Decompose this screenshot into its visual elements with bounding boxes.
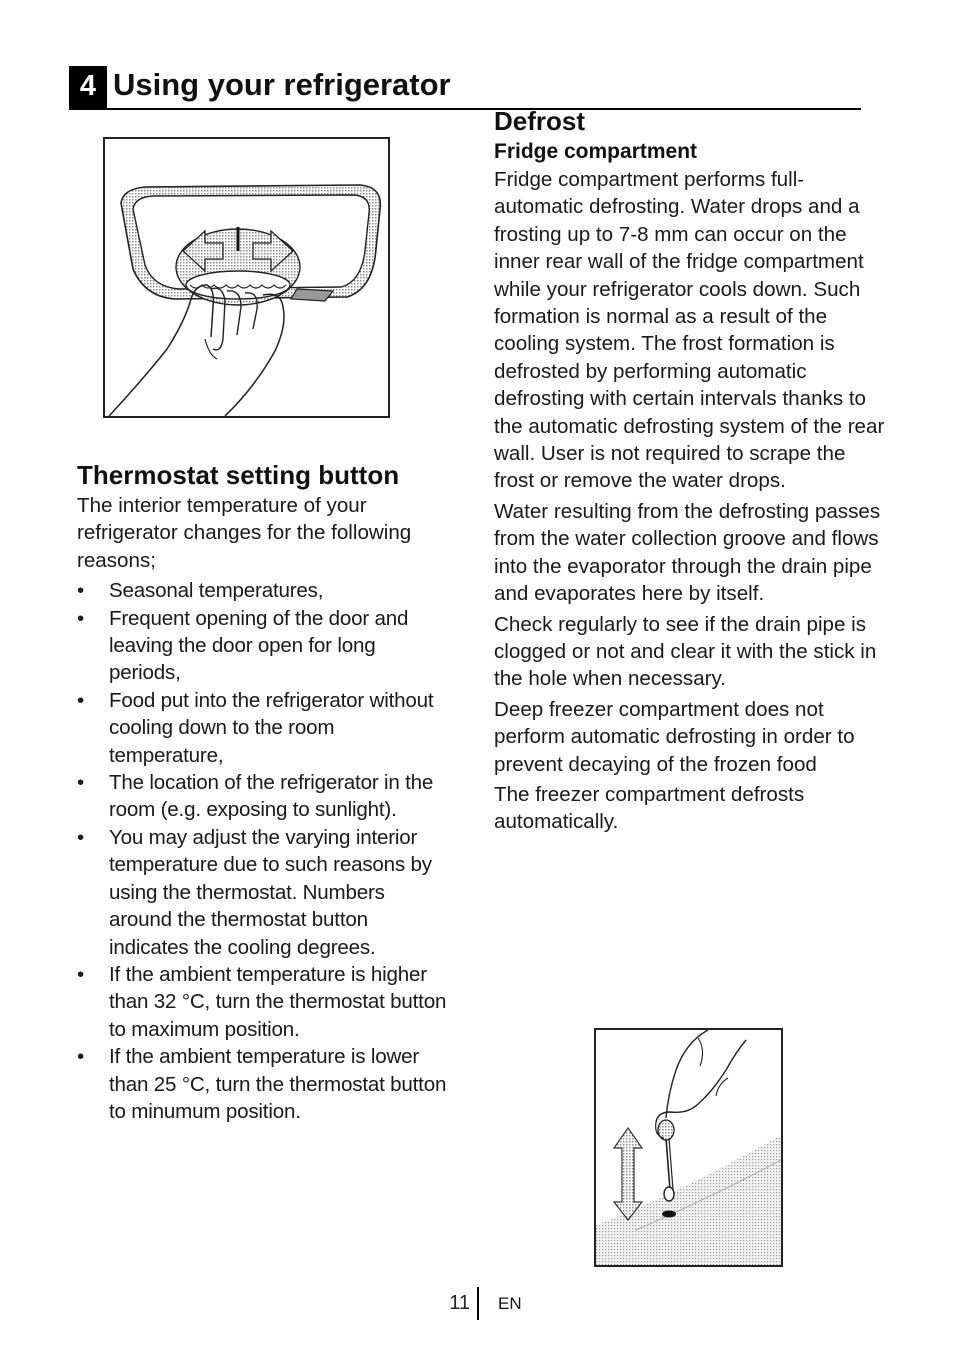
page-number: 11 [449,1292,470,1314]
list-item: • Food put into the refrigerator without cooling down to the room temperature, [77,687,449,769]
defrost-section [494,104,886,836]
thermostat-illustration [103,137,390,418]
defrost-heading: Defrost [494,106,586,136]
page-footer [0,1287,954,1321]
language-code: EN [498,1294,522,1313]
list-item: • If the ambient temperature is lower than 25 °C, turn the thermostat button to minumum position. [77,1043,449,1125]
drain-pipe-cleaning-illustration [594,1028,783,1267]
list-item: • Seasonal temperatures, [77,577,449,604]
list-item: • Frequent opening of the door and leaving the door open for long periods, [77,605,449,687]
chapter-title: Using your refrigerator [113,67,451,102]
list-item: • You may adjust the varying interior temperature due to such reasons by using the thermostat. Numbers around the thermostat button indicates the cooling degrees. [77,824,449,961]
thermostat-intro: The interior temperature of your refrigerator changes for the following reasons; [77,494,412,572]
fridge-compartment-subheading: Fridge compartment [494,140,698,163]
chapter-number: 4 [69,66,107,108]
defrost-paragraph: The freezer compartment defrosts automatically. [494,782,805,834]
defrost-paragraph: Water resulting from the defrosting passes from the water collection groove and flows into the evaporator through the drain pipe and evaporates here by itself. [494,499,881,606]
list-item: • The location of the refrigerator in the room (e.g. exposing to sunlight). [77,769,449,824]
list-item: • If the ambient temperature is higher than 32 °C, turn the thermostat button to maximum position. [77,961,449,1043]
footer-divider [477,1287,479,1320]
thermostat-heading: Thermostat setting button [77,460,400,490]
thermostat-section [77,458,449,1125]
defrost-paragraph: Deep freezer compartment does not perform automatic defrosting in order to prevent decaying of the frozen food [494,697,855,776]
defrost-paragraph: Fridge compartment performs full-automatic defrosting. Water drops and a frosting up to 7-8 mm can occur on the inner rear wall of the fridge compartment while your refrigerator cools down. Such formation is normal as a result of the cooling system. The frost formation is defrosted by performing automatic defrosting with certain intervals thanks to the automatic defrosting system of the rear wall. User is not required to scrape the frost or remove the water drops. [494,168,885,493]
thermostat-bullet-list [77,577,449,1125]
defrost-paragraph: Check regularly to see if the drain pipe is clogged or not and clear it with the stick in the hole when necessary. [494,612,877,691]
